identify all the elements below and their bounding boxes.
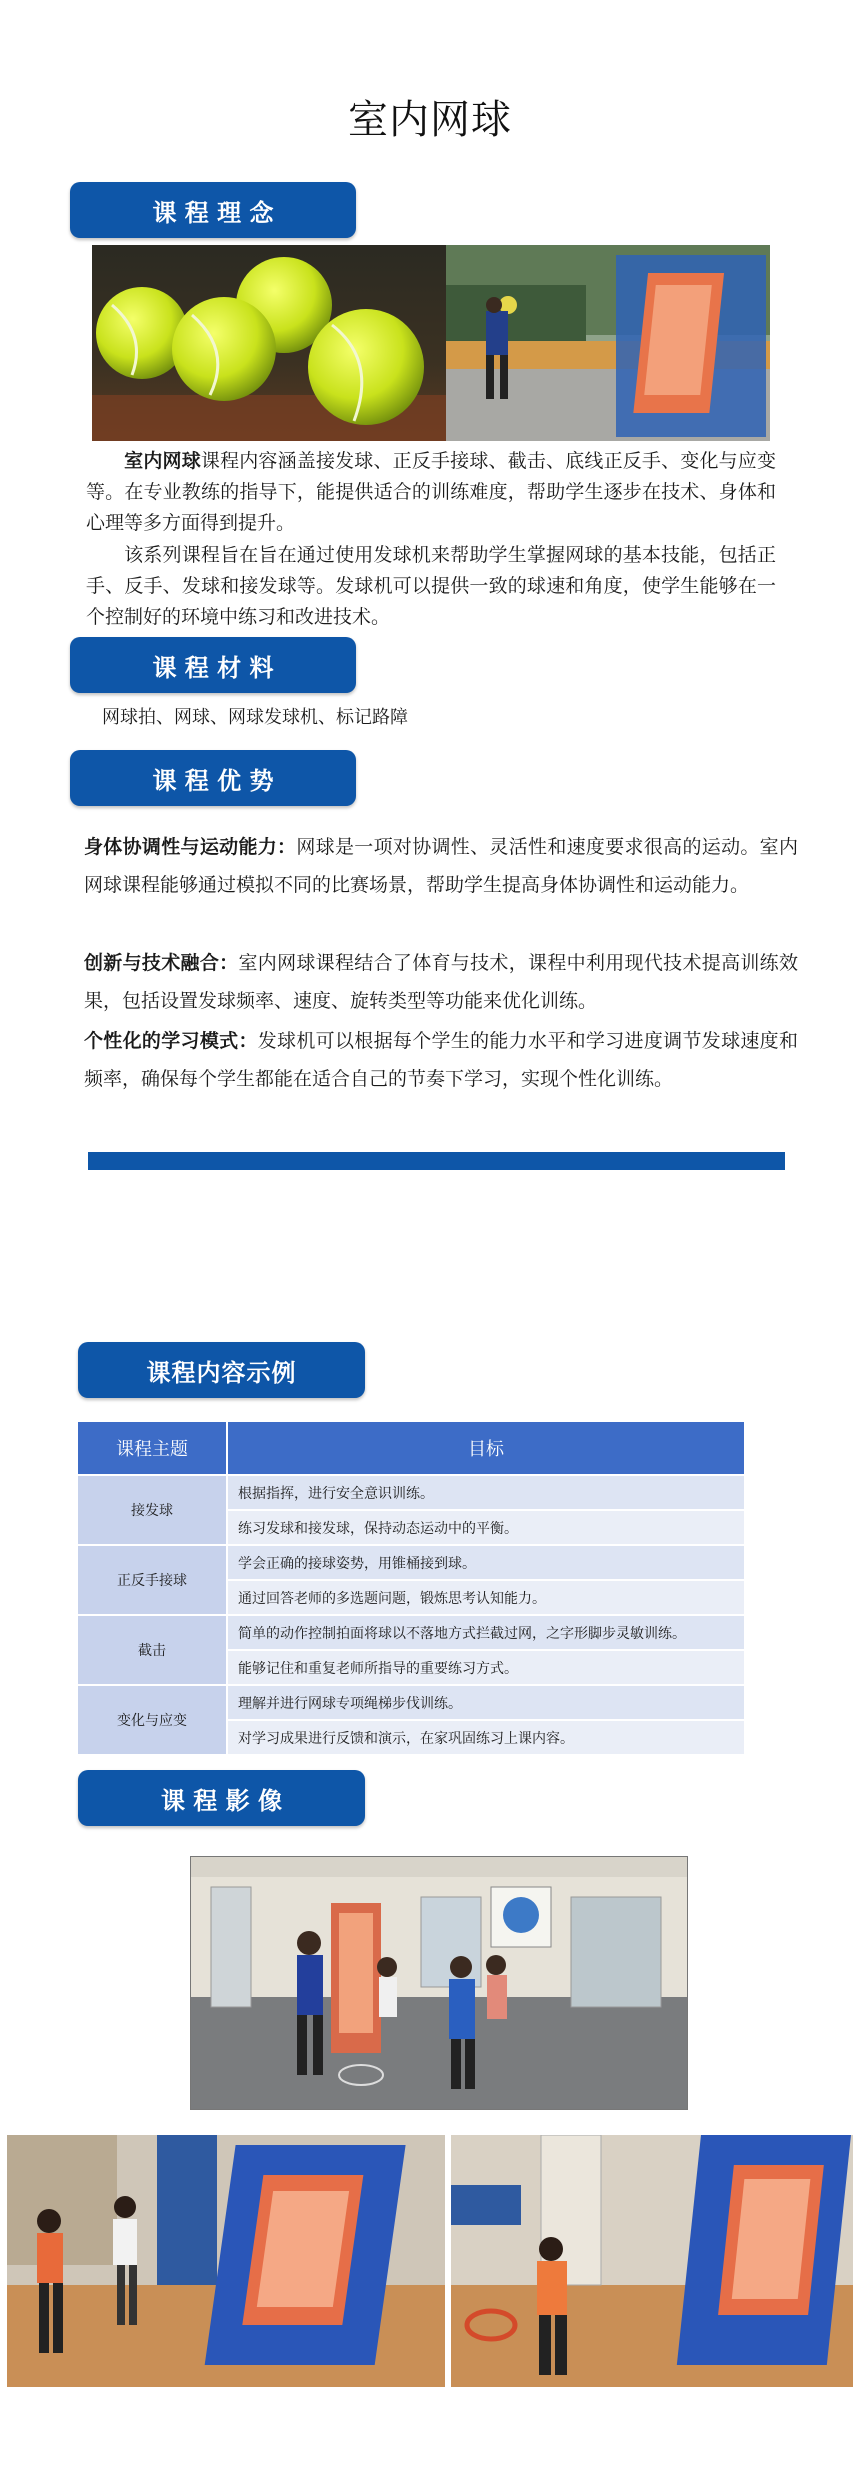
advantage-title: 创新与技术融合：: [84, 952, 239, 974]
advantage-item-personalized: [84, 1022, 798, 1098]
section-header-label: 课 程 理 念: [152, 198, 274, 227]
student-practice-photo-right: [451, 2135, 853, 2387]
advantage-text: 发球机可以根据每个学生的能力水平和学习进度调节发球速度和频率，确保每个学生都能在适合自己的节奏下学习，实现个性化训练。: [84, 1030, 798, 1090]
table-cell-goal: 能够记住和重复老师所指导的重要练习方式。: [227, 1650, 745, 1685]
section-header-concept: [70, 182, 356, 238]
section-header-advantages: [70, 750, 356, 806]
advantage-title: 身体协调性与运动能力：: [84, 836, 297, 858]
advantage-title: 个性化的学习模式：: [84, 1030, 258, 1052]
table-cell-topic: 截击: [77, 1615, 227, 1685]
section-divider: [88, 1152, 785, 1170]
table-cell-goal: 对学习成果进行反馈和演示，在家巩固练习上课内容。: [227, 1720, 745, 1755]
section-header-label: 课程内容示例: [146, 1358, 297, 1387]
page-title: 室内网球: [348, 97, 512, 143]
table-cell-goal: 练习发球和接发球，保持动态运动中的平衡。: [227, 1510, 745, 1545]
concept-paragraph-1-text: 课程内容涵盖接发球、正反手接球、截击、底线正反手、变化与应变等。在专业教练的指导下，能提供适合的训练难度，帮助学生逐步在技术、身体和心理等多方面得到提升。: [86, 450, 776, 534]
table-row: [77, 1615, 745, 1650]
table-cell-goal: 理解并进行网球专项绳梯步伐训练。: [227, 1685, 745, 1720]
advantage-item-coordination: [84, 828, 798, 904]
section-header-content: [78, 1342, 365, 1398]
table-row: [77, 1685, 745, 1720]
concept-paragraph-2-text: 该系列课程旨在旨在通过使用发球机来帮助学生掌握网球的基本技能，包括正手、反手、发球和接发球等。发球机可以提供一致的球速和角度，使学生能够在一个控制好的环境中练习和改进技术。: [86, 544, 776, 628]
section-header-materials: [70, 637, 356, 693]
table-row: [77, 1545, 745, 1580]
student-practice-photo-left: [7, 2135, 445, 2387]
section-header-label: 课 程 影 像: [160, 1786, 283, 1815]
section-header-label: 课 程 优 势: [152, 766, 274, 795]
advantage-text: 网球是一项对协调性、灵活性和速度要求很高的运动。室内网球课程能够通过模拟不同的比赛场景，帮助学生提高身体协调性和运动能力。: [84, 836, 798, 896]
table-cell-goal: 简单的动作控制拍面将球以不落地方式拦截过网，之字形脚步灵敏训练。: [227, 1615, 745, 1650]
course-content-table: [76, 1420, 746, 1756]
table-cell-goal: 学会正确的接球姿势，用锥桶接到球。: [227, 1545, 745, 1580]
course-name-bold: 室内网球: [124, 450, 201, 472]
advantage-item-innovation: [84, 944, 798, 1020]
table-header-goal: 目标: [227, 1421, 745, 1475]
concept-paragraph-2: [86, 540, 776, 633]
table-cell-topic: 变化与应变: [77, 1685, 227, 1755]
table-cell-goal: 根据指挥，进行安全意识训练。: [227, 1475, 745, 1510]
tennis-balls-photo: [92, 245, 446, 441]
table-row: [77, 1475, 745, 1510]
advantage-text: 室内网球课程结合了体育与技术，课程中利用现代技术提高训练效果，包括设置发球频率、速度、旋转类型等功能来优化训练。: [84, 952, 798, 1012]
materials-list: 网球拍、网球、网球发球机、标记路障: [102, 707, 408, 728]
table-header-topic: 课程主题: [77, 1421, 227, 1475]
section-header-media: [78, 1770, 365, 1826]
table-cell-topic: 接发球: [77, 1475, 227, 1545]
table-cell-goal: 通过回答老师的多选题问题，锻炼思考认知能力。: [227, 1580, 745, 1615]
concept-paragraph-1: [86, 446, 776, 539]
section-header-label: 课 程 材 料: [152, 653, 274, 682]
classroom-training-photo: [190, 1856, 688, 2110]
ball-machine-training-photo: [446, 245, 770, 441]
table-cell-topic: 正反手接球: [77, 1545, 227, 1615]
